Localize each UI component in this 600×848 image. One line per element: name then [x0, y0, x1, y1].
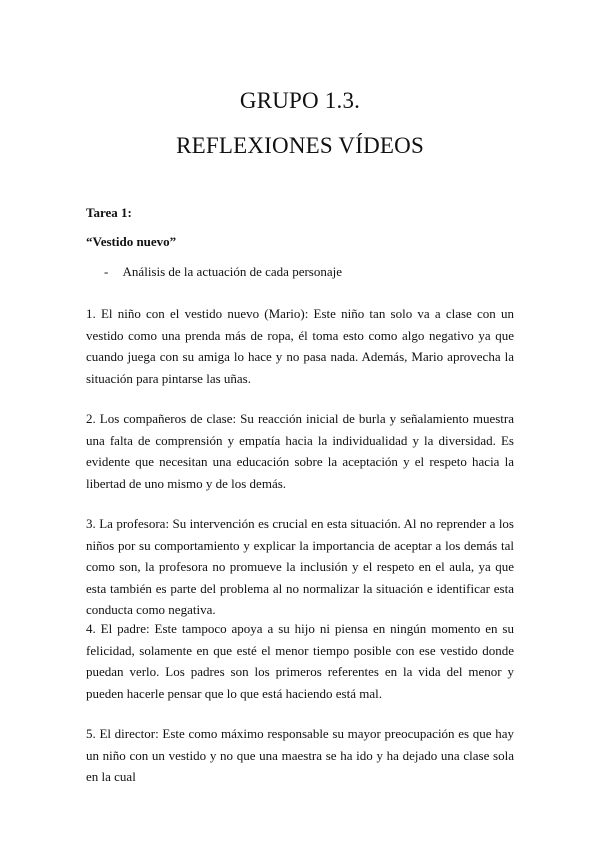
subheading: “Vestido nuevo” [86, 234, 177, 249]
document-title-line-1: GRUPO 1.3. [239, 88, 361, 113]
section-heading: Tarea 1: [86, 205, 132, 220]
paragraph-profesora: 3. La profesora: Su intervención es crucial en esta situación. Al no reprender a los niños por su comportamiento y explicar la importancia de aceptar a los demás tal como son, la profesora no promueve la inclusión y el respeto en el aula, ya que esta también es parte del problema al no normalizar la situación e identificar esta conducta como negativa. [86, 516, 514, 618]
paragraph-padre: 4. El padre: Este tampoco apoya a su hijo ni piensa en ningún momento en su felicidad, solamente en que esté el menor tiempo posible con ese vestido donde puedan verlo. Los padres son los primeros referentes en la vida del menor y pueden hacerle pensar que lo que está haciendo está mal. [86, 621, 514, 701]
bullet-item [104, 264, 342, 280]
paragraph-director: 5. El director: Este como máximo responsable su mayor preocupación es que hay un niño con un vestido y no que una maestra se ha ido y ha dejado una clase sola en la cual [86, 726, 514, 785]
bullet-text: Análisis de la actuación de cada personaje [122, 264, 343, 279]
paragraph-companeros: 2. Los compañeros de clase: Su reacción inicial de burla y señalamiento muestra una falta de comprensión y empatía hacia la individualidad y la diversidad. Es evidente que necesitan una educación sobre la aceptación y el respeto hacia la libertad de uno mismo y de los demás. [86, 411, 514, 491]
bullet-marker: - [104, 264, 109, 279]
paragraph-mario: 1. El niño con el vestido nuevo (Mario): Este niño tan solo va a clase con un vestido como una prenda más de ropa, él toma esto como algo negativo ya que cuando juega con su amiga lo hace y no pasa nada. Además, Mario aprovecha la situación para pintarse las uñas. [86, 306, 514, 386]
document-title-line-2: REFLEXIONES VÍDEOS [176, 133, 424, 158]
